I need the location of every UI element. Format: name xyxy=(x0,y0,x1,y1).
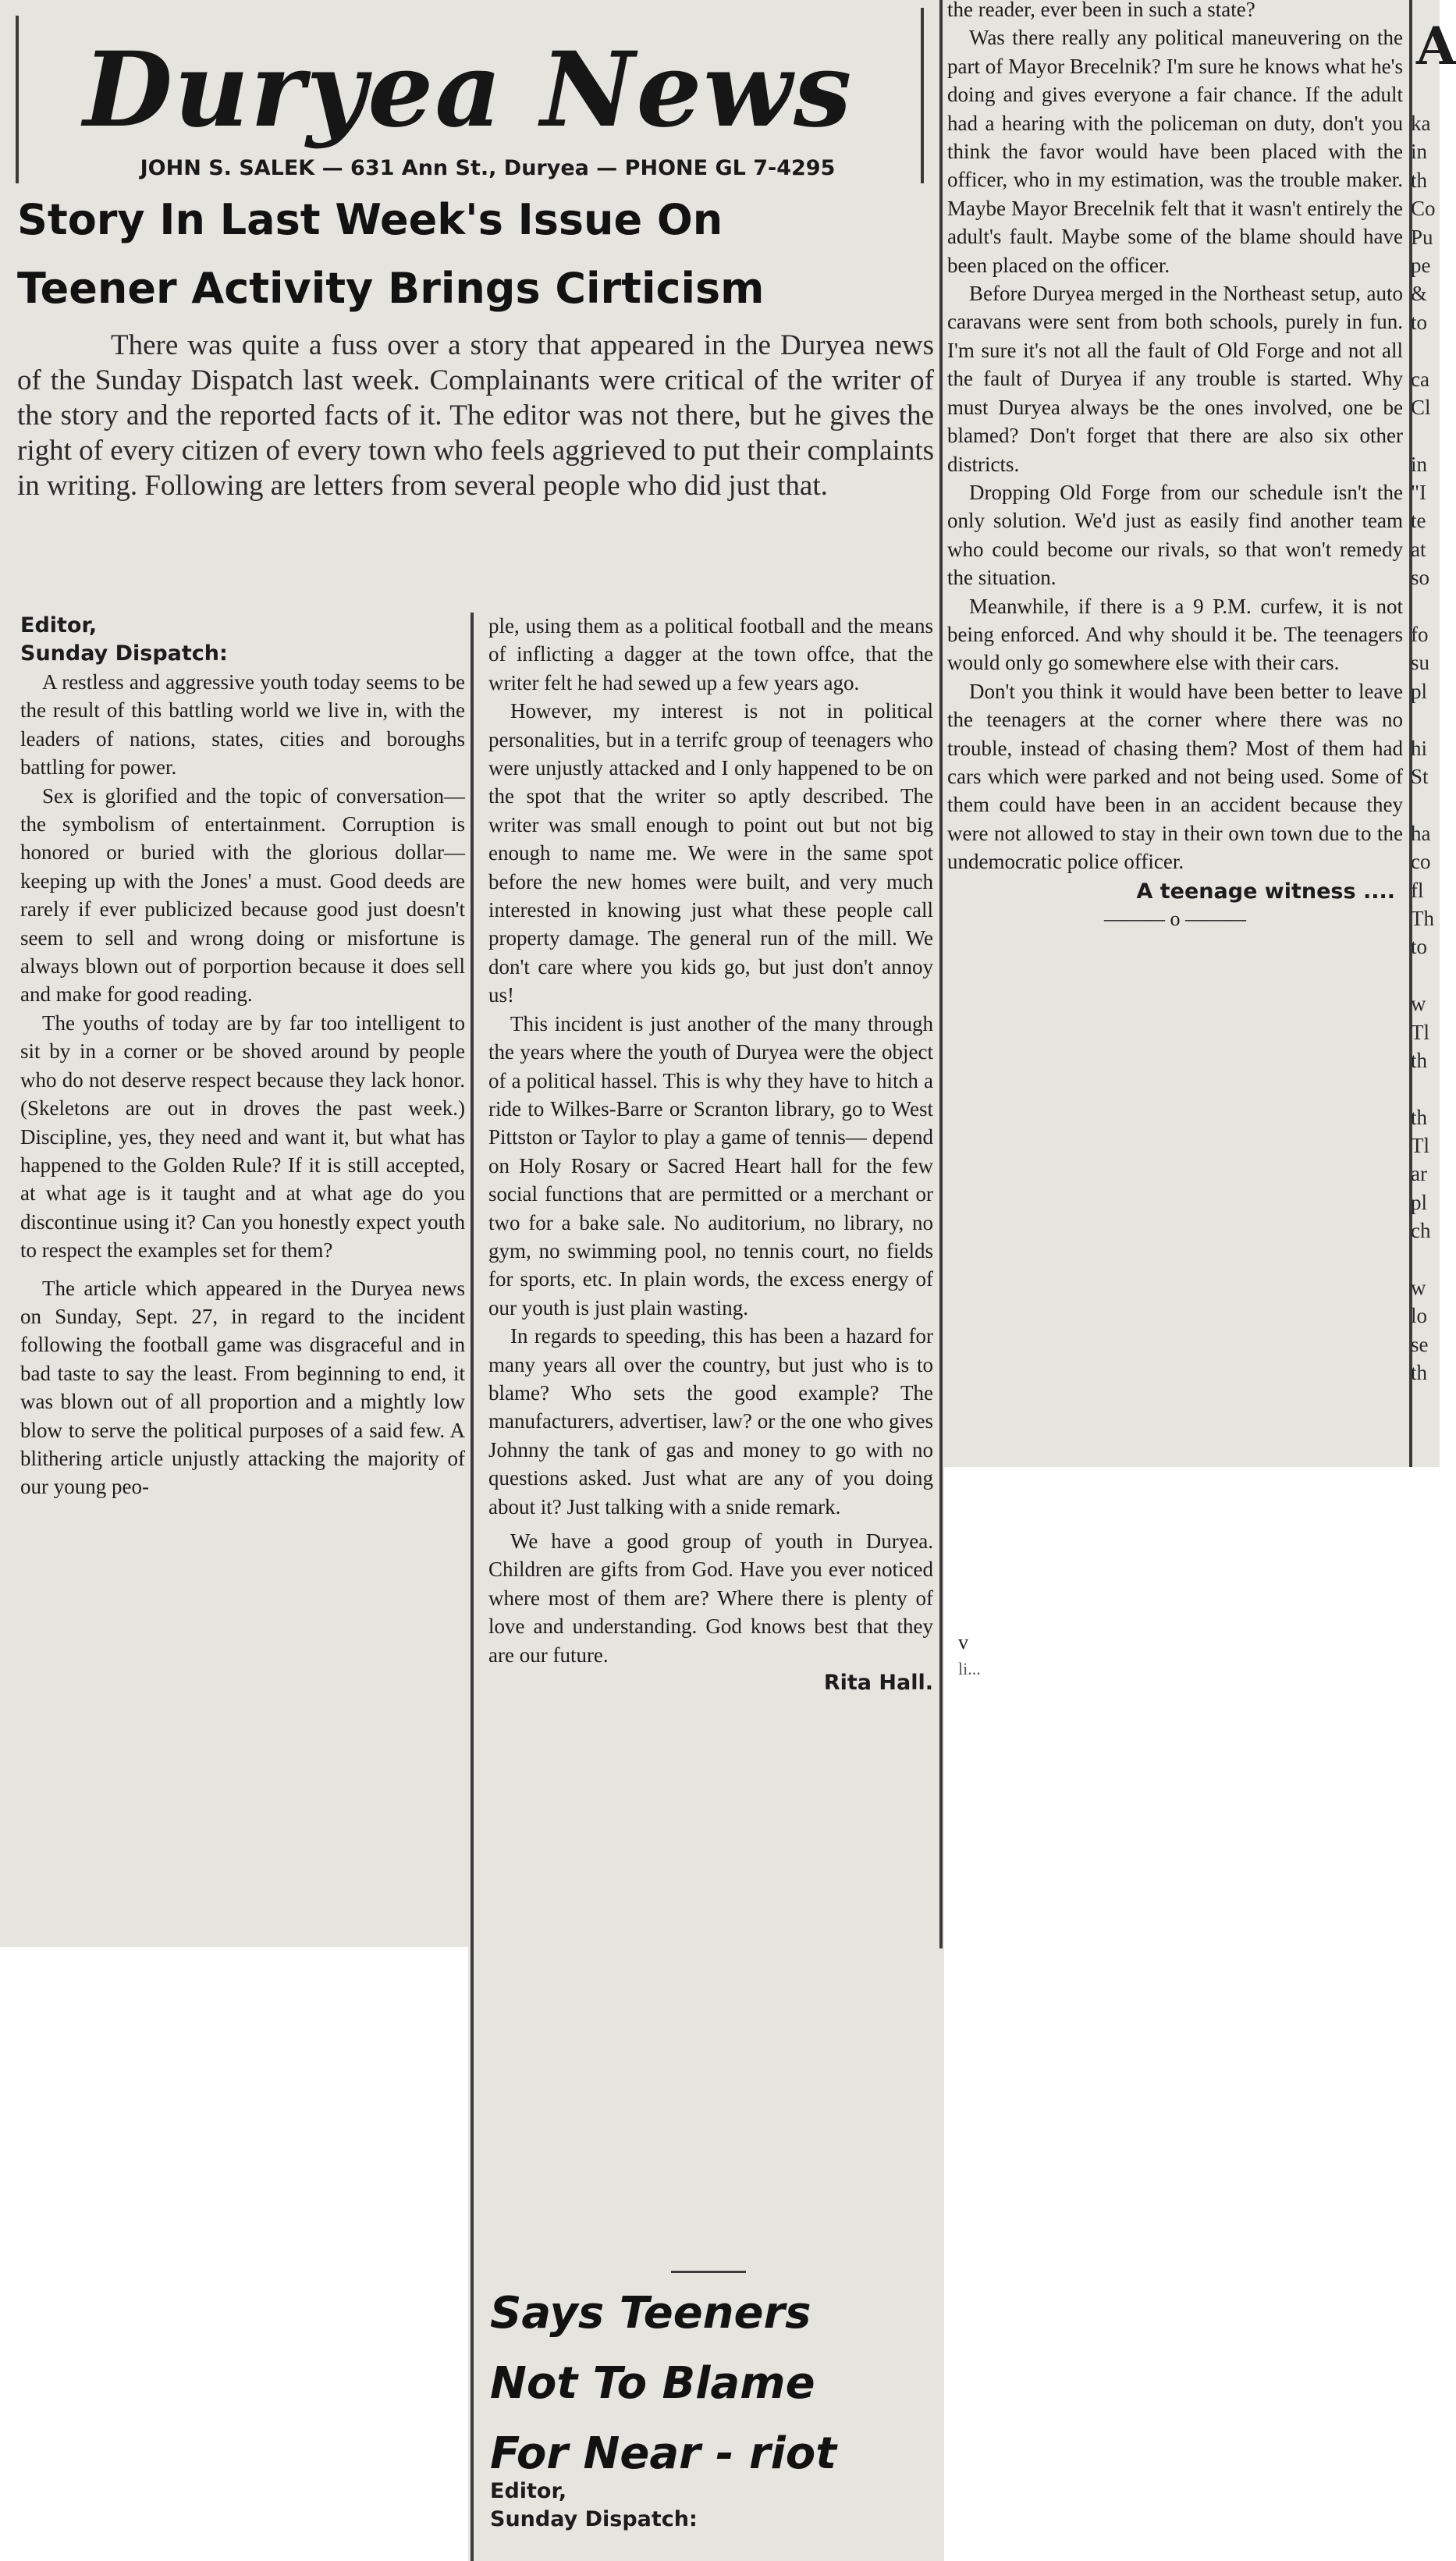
edge-fragment-line: se xyxy=(1411,1332,1429,1356)
edge-fragment-line: Tl xyxy=(1411,1134,1429,1158)
edge-fragment-line xyxy=(1411,705,1436,733)
column-rule-1 xyxy=(471,613,474,2561)
edge-fragment-line xyxy=(1411,592,1436,620)
blank-area-right xyxy=(985,1469,1440,2561)
letter1-paragraph: This incident is just another of the many through the years where the youth of Duryea were the object of a political hassel. This is why they have to hitch a ride to Wilkes-Barre or Scranton library, go to West Pittston or Taylor to play a game of tennis— depend on Holy Rosary or Sacred Heart hall for the few social functions that are permitted or a merchant or two for a bake sale. No auditorium, no library, no gym, no swimming pool, no tennis court, no fields for sports, etc. In plain words, the excess energy of our youth is just plain wasting. xyxy=(488,1011,933,1320)
letter2-separator: ——— o ——— xyxy=(1104,908,1246,930)
edge-fragment-line: ca xyxy=(1411,367,1429,391)
clipped-fragment-2: li... xyxy=(958,1659,981,1678)
letter2-paragraph: Was there really any political maneuvering on the part of Mayor Brecelnik? I'm sure he knows what he's doing and gives everyone a fair chance. If the adult had a hearing with the policeman on duty, don't you think the favor would have been placed with the officer, who in my estimation, was the trouble maker. Maybe Mayor Brecelnik felt that it wasn't entirely the adult's fault. Maybe some of the blame should have been placed on the officer. xyxy=(947,26,1403,277)
clipped-fragment-1: v xyxy=(958,1631,968,1653)
edge-fragment-line: fl xyxy=(1411,878,1424,902)
edge-fragment-line: th xyxy=(1411,1105,1428,1129)
edge-fragment-line: Co xyxy=(1411,197,1436,221)
blank-area-left xyxy=(0,1947,468,2561)
edge-fragment-line: ar xyxy=(1411,1162,1427,1186)
letter2-paragraph: Dropping Old Forge from our schedule isn't the only solution. We'd just as easily find another team who could become our rivals, so that won't remedy the situation. xyxy=(947,480,1403,590)
letter3-headline-line: For Near - riot xyxy=(490,2428,837,2479)
letter3-salutation xyxy=(490,2478,927,2534)
letter2-paragraph: Don't you think it would have been better to leave the teenagers at the corner where there was no trouble, instead of chasing them? Most of them had cars which were parked and not being used. Some of them could have been in an accident because they were not allowed to stay in their own town due to the undemocratic police officer. xyxy=(947,679,1403,874)
letter1-paragraph: We have a good group of youth in Duryea. Children are gifts from God. Have you ever noticed where most of them are? Where there is plenty of love and understanding. God knows best that they are our future. xyxy=(488,1529,933,1667)
edge-fragment-line: to xyxy=(1411,310,1428,334)
letter1-paragraph: However, my interest is not in political personalities, but in a terrifc group of teenagers who were unjustly attacked and I only happened to be on the spot that the writer so aptly described. The writer was small enough to point out but not big enough to name me. We were in the same spot before the new homes were built, and very much interested in knowing just what these people call property damage. The general run of the mill. We don't care where you kids go, but just don't annoy us! xyxy=(488,699,933,1007)
edge-fragment-line: Cl xyxy=(1411,395,1431,419)
edge-fragment-line: ha xyxy=(1411,821,1431,845)
edge-fragment-line: ka xyxy=(1411,112,1431,135)
edge-fragment-line xyxy=(1411,961,1436,989)
intro-paragraph xyxy=(17,328,934,503)
letter2-paragraph: Before Duryea merged in the Northeast setup, auto caravans were sent from both schools, purely in fun. I'm sure it's not all the fault of Old Forge and not all the fault of Duryea if any trouble is started. Why must Duryea always be the ones involved, one be blamed? Don't forget that there are also six other districts. xyxy=(947,282,1403,476)
edge-fragment-line: th xyxy=(1411,1048,1428,1072)
masthead-title: Duryea News xyxy=(83,30,854,151)
edge-fragment-line: th xyxy=(1411,1361,1428,1385)
newsprint-left-col xyxy=(0,1467,476,1947)
letter1-paragraph: The youths of today are by far too intelligent to sit by in a corner or be shoved around by people who do not deserve respect because they lack honor. (Skeletons are out in droves the past week.) Discipline, yes, they need and want it, but what has happened to the Golden Rule? If it is still accepted, at what age is it taught and at what age do you discontinue using it? Can you honestly expect youth to respect the examples set for them? xyxy=(20,1011,465,1263)
edge-big-letter: A xyxy=(1416,16,1456,76)
letter3-salutation-dispatch: Sunday Dispatch: xyxy=(490,2507,698,2531)
edge-fragment-line xyxy=(1411,1074,1436,1103)
edge-fragment-line: fo xyxy=(1411,623,1429,647)
letter3-headline-line: Says Teeners xyxy=(490,2288,811,2339)
edge-fragment-line: w xyxy=(1411,992,1426,1016)
letter3-salutation-editor: Editor, xyxy=(490,2479,567,2503)
edge-fragment-line: pl xyxy=(1411,679,1428,703)
edge-fragment-line xyxy=(1411,1245,1436,1273)
edge-fragment-line: at xyxy=(1411,537,1426,561)
letter3-headline-line: Not To Blame xyxy=(490,2358,815,2409)
letter2-paragraph: the reader, ever been in such a state? xyxy=(947,0,1255,21)
edge-fragment-line: Pu xyxy=(1411,225,1433,249)
letter1-salutation-editor: Editor, xyxy=(20,613,98,638)
letter1-paragraph: The article which appeared in the Duryea news on Sunday, Sept. 27, in regard to the incident following the football game was disgraceful and in bad taste to say the least. From beginning to end, it was blown out of all proportion and a mightly low blow to serve the political purposes of a said few. A blithering article unjustly attacking the majority of our young peo- xyxy=(20,1276,465,1499)
headline-line-2: Teener Activity Brings Cirticism xyxy=(17,264,765,313)
intro-text: There was quite a fuss over a story that appeared in the Duryea news of the Sunday Dispatch last week. Complainants were critical of the writer of the story and the reported facts of it. The editor was not there, but he gives the right of every citizen of every town who feels aggrieved to put their complaints in writing. Following are letters from several people who did just that. xyxy=(17,329,934,502)
edge-fragment-line: co xyxy=(1411,850,1431,874)
letter1-paragraph: In regards to speeding, this has been a hazard for many years all over the country, but just who is to blame? Who sets the good example? The manufacturers, advertiser, law? or the one who gives Johnny the tank of gas and money to go with no questions asked. Just what are any of you doing about it? Just talking with a snide remark. xyxy=(488,1324,933,1518)
edge-fragment-line: & xyxy=(1411,282,1428,306)
letter3-headline xyxy=(490,2279,927,2489)
edge-fragment-line xyxy=(1411,336,1436,364)
edge-fragment-line: hi xyxy=(1411,736,1428,760)
edge-fragment-line xyxy=(1411,421,1436,449)
edge-column-fragments xyxy=(1411,109,1436,1387)
edge-fragment-line: in xyxy=(1411,140,1428,164)
letter2-signature: A teenage witness .... xyxy=(1136,879,1395,904)
letter2-column xyxy=(947,0,1403,932)
edge-fragment-line: St xyxy=(1411,764,1429,788)
edge-fragment-line: w xyxy=(1411,1276,1426,1300)
masthead-rule-right xyxy=(921,8,924,183)
column-rule-2 xyxy=(939,0,943,1948)
letter1-paragraph: ple, using them as a political football and the means of inflicting a dagger at the town offce, that the writer felt he had sewed up a few years ago. xyxy=(488,614,933,694)
edge-fragment-line: Th xyxy=(1411,906,1434,930)
edge-fragment-line xyxy=(1411,790,1436,819)
edge-fragment-line: th xyxy=(1411,168,1428,192)
headline-line-1: Story In Last Week's Issue On xyxy=(17,195,723,244)
letter1-paragraph: Sex is glorified and the topic of conversation— the symbolism of entertainment. Corruption is honored or buried with the glorious dollar— keeping up with the Jones' a must. Good deeds are rarely if ever publicized because good just doesn't seem to sell and wrong doing or misfortune is always blown out of porportion because it does sell and make for good reading. xyxy=(20,783,465,1007)
masthead-rule-left xyxy=(16,16,19,183)
edge-fragment-line: so xyxy=(1411,566,1430,590)
edge-fragment-line: lo xyxy=(1411,1304,1428,1328)
letter1-signature: Rita Hall. xyxy=(823,1671,933,1696)
letter3-separator-rule xyxy=(671,2271,746,2273)
letter1-paragraph: A restless and aggressive youth today seems to be the result of this battling world we live in, with the leaders of nations, states, cities and boroughs battling for power. xyxy=(20,670,465,780)
edge-fragment-line: ch xyxy=(1411,1219,1431,1243)
edge-fragment-line: su xyxy=(1411,651,1430,675)
edge-fragment-line: Tl xyxy=(1411,1020,1429,1044)
letter2-paragraph: Meanwhile, if there is a 9 P.M. curfew, it is not being enforced. And why should it be. The teenagers would only go somewhere else with their cars. xyxy=(947,594,1403,675)
letter1-column-1 xyxy=(20,612,465,1501)
edge-fragment-line: "I xyxy=(1411,481,1427,505)
masthead-byline: JOHN S. SALEK — 631 Ann St., Duryea — PHONE GL 7-4295 xyxy=(140,156,836,180)
edge-fragment-line: pe xyxy=(1411,253,1431,277)
letter1-salutation-dispatch: Sunday Dispatch: xyxy=(20,641,228,666)
edge-fragment-line: pl xyxy=(1411,1190,1428,1214)
edge-fragment-line: te xyxy=(1411,509,1426,533)
edge-fragment-line: to xyxy=(1411,935,1428,959)
edge-fragment-line: in xyxy=(1411,452,1428,476)
letter1-column-2 xyxy=(488,612,933,1697)
